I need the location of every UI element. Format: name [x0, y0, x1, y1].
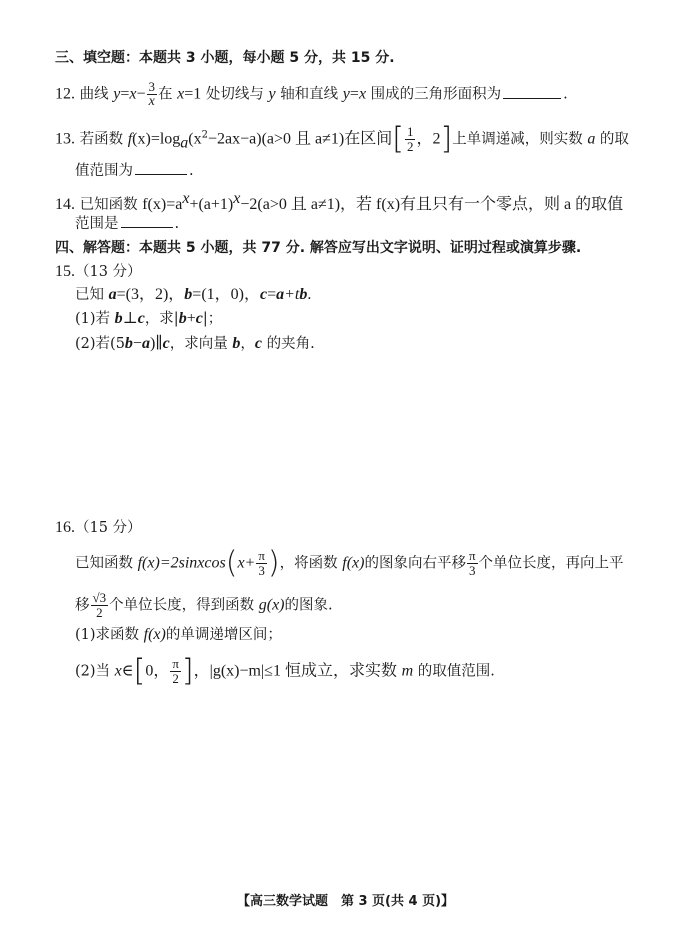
exponent: x	[233, 190, 241, 207]
math-var: y	[268, 85, 276, 103]
math-expr: f(x)=a	[142, 195, 183, 213]
denominator: 2	[96, 605, 103, 620]
vector: a	[141, 335, 150, 352]
vector: a	[108, 286, 117, 303]
math-var: x	[114, 662, 122, 680]
question-13-line-2	[75, 160, 194, 181]
fraction	[147, 80, 158, 109]
math-expr: =(3，2)，	[116, 286, 185, 303]
math-expr: g(x)	[258, 596, 285, 614]
numerator: π	[172, 656, 179, 671]
question-13	[55, 121, 629, 157]
question-12	[55, 80, 568, 109]
vector: c	[162, 335, 170, 352]
text: 值范围为	[75, 163, 133, 179]
answer-blank[interactable]	[121, 213, 173, 228]
math-expr: (x)	[132, 130, 151, 148]
text: .	[174, 216, 180, 232]
math-var: x	[358, 85, 367, 103]
math-op: =1	[184, 85, 202, 103]
question-number: 15.	[55, 263, 75, 280]
paren: )	[267, 545, 280, 581]
math-op: ⊥	[122, 310, 138, 327]
question-15-given	[75, 285, 311, 305]
math-expr: x+	[237, 554, 256, 572]
math-var: y	[342, 85, 350, 103]
math-expr: f(x)=2sinxcos	[137, 554, 226, 572]
math-expr: 0，	[145, 662, 170, 680]
text: ，求向量	[169, 336, 228, 352]
denominator: 3	[258, 563, 265, 578]
math-op: ∈	[121, 662, 134, 680]
question-15-header	[55, 262, 142, 282]
question-15-part-1	[75, 309, 222, 329]
math-expr: =log	[150, 130, 181, 148]
text: (1)求函数	[75, 627, 140, 643]
question-16-part-2	[75, 653, 495, 689]
math-op: −	[132, 335, 142, 352]
text: 范围是	[75, 216, 119, 232]
vector: a	[276, 286, 285, 303]
math-op: =	[267, 286, 277, 303]
fraction	[405, 125, 416, 154]
question-14	[55, 189, 623, 215]
answer-blank[interactable]	[135, 160, 187, 175]
paren: (	[225, 545, 238, 581]
vector: b	[232, 335, 241, 352]
vector: b	[299, 286, 308, 303]
question-15-part-2	[75, 334, 315, 354]
math-var: x	[129, 85, 137, 103]
text: 的图象.	[284, 597, 333, 614]
text: 的图象向右平移	[364, 555, 466, 572]
vector: b	[178, 310, 187, 327]
math-expr: f(x)	[143, 626, 166, 643]
fraction	[91, 591, 109, 620]
denominator: 3	[468, 563, 476, 578]
text: 已知函数	[79, 196, 138, 213]
math-op: +	[186, 310, 196, 327]
section-4-heading: 四、解答题：本题共 5 小题，共 77 分. 解答应写出文字说明、证明过程或演算步骤.	[55, 240, 582, 256]
page-footer: 【高三数学试题 第 3 页(共 4 页)】	[236, 894, 455, 909]
fraction	[170, 657, 181, 686]
math-expr: +t	[284, 286, 300, 303]
answer-blank[interactable]	[503, 84, 561, 99]
text: |；	[202, 311, 223, 327]
numerator: √3	[92, 590, 107, 605]
text: .	[307, 286, 312, 303]
section-3-heading: 三、填空题：本题共 3 小题，每小题 5 分，共 15 分.	[55, 50, 395, 66]
text: 的取值范围.	[417, 663, 495, 680]
vector: b	[184, 286, 193, 303]
vector: c	[254, 335, 262, 352]
math-op: )∥	[149, 335, 163, 352]
text: 已知函数	[75, 555, 133, 572]
text: ，将函数	[279, 555, 338, 572]
math-op: −	[136, 85, 146, 103]
numerator: π	[468, 548, 476, 563]
fraction	[467, 549, 478, 578]
math-expr: +(a+1)	[189, 195, 234, 213]
text: (2)若(5	[75, 336, 125, 352]
text: .	[189, 163, 194, 179]
numerator: 1	[406, 124, 414, 139]
text: 上单调递减，则实数	[452, 131, 583, 148]
text: (1)若	[75, 311, 111, 327]
math-op: =	[120, 85, 130, 103]
score: （13 分）	[75, 264, 142, 280]
math-var: y	[113, 85, 121, 103]
vector: c	[137, 310, 145, 327]
text: 曲线	[79, 86, 109, 103]
math-var: x	[177, 85, 185, 103]
text: (2)当	[75, 663, 111, 680]
bracket: [	[392, 121, 404, 157]
bracket: ]	[440, 121, 453, 157]
question-14-line-2	[75, 213, 179, 234]
text: 的夹角.	[266, 336, 315, 352]
fraction	[256, 549, 267, 578]
question-number: 16.	[55, 519, 75, 536]
text: 的取	[599, 131, 629, 148]
text: 在	[158, 86, 173, 103]
text: .	[563, 86, 568, 103]
exponent: 2	[201, 129, 208, 141]
text: 轴和直线	[280, 86, 339, 103]
text: 个单位长度，再向上平	[478, 555, 624, 572]
question-number: 14.	[55, 195, 75, 213]
exponent: x	[182, 190, 190, 207]
score: （15 分）	[75, 520, 142, 536]
text: 个单位长度，得到函数	[109, 597, 255, 614]
question-16-line-1	[75, 545, 624, 581]
text: 已知	[75, 287, 104, 303]
math-expr: f(x)	[342, 554, 365, 572]
math-var: m	[401, 662, 414, 680]
log-base: a	[180, 134, 189, 152]
text: ，求|	[144, 311, 179, 327]
text: 处切线与	[205, 86, 264, 103]
question-16-line-2	[75, 591, 333, 620]
numerator: π	[258, 548, 265, 563]
math-expr: −2ax−a)(a>0 且 a≠1)在区间	[208, 130, 393, 148]
denominator: x	[148, 94, 155, 109]
bracket: ]	[181, 653, 194, 689]
numerator: 3	[148, 79, 155, 94]
denominator: 2	[172, 671, 179, 686]
text: 的单调递增区间；	[165, 627, 282, 643]
text: 若函数	[79, 131, 124, 148]
math-op: =	[349, 85, 359, 103]
question-number: 13.	[55, 130, 75, 148]
vector: c	[195, 310, 203, 327]
math-expr: −2(a>0 且 a≠1)，若 f(x)有且只有一个零点，则 a 的取值	[240, 195, 624, 213]
math-var: f	[127, 130, 133, 148]
text: 移	[75, 597, 90, 614]
math-var: a	[587, 130, 596, 148]
question-number: 12.	[55, 85, 75, 103]
vector: b	[114, 310, 123, 327]
question-16-part-1	[75, 625, 282, 645]
math-expr: ，2	[416, 130, 441, 148]
question-16-header	[55, 518, 142, 538]
denominator: 2	[406, 139, 414, 154]
vector: b	[124, 335, 133, 352]
vector: c	[259, 286, 268, 303]
bracket: [	[133, 653, 146, 689]
math-expr: =(1，0)，	[192, 286, 260, 303]
text: 围成的三角形面积为	[370, 86, 502, 103]
math-expr: (x	[188, 130, 202, 148]
math-expr: ，|g(x)−m|≤1 恒成立，求实数	[193, 662, 397, 680]
text: ，	[240, 336, 255, 352]
